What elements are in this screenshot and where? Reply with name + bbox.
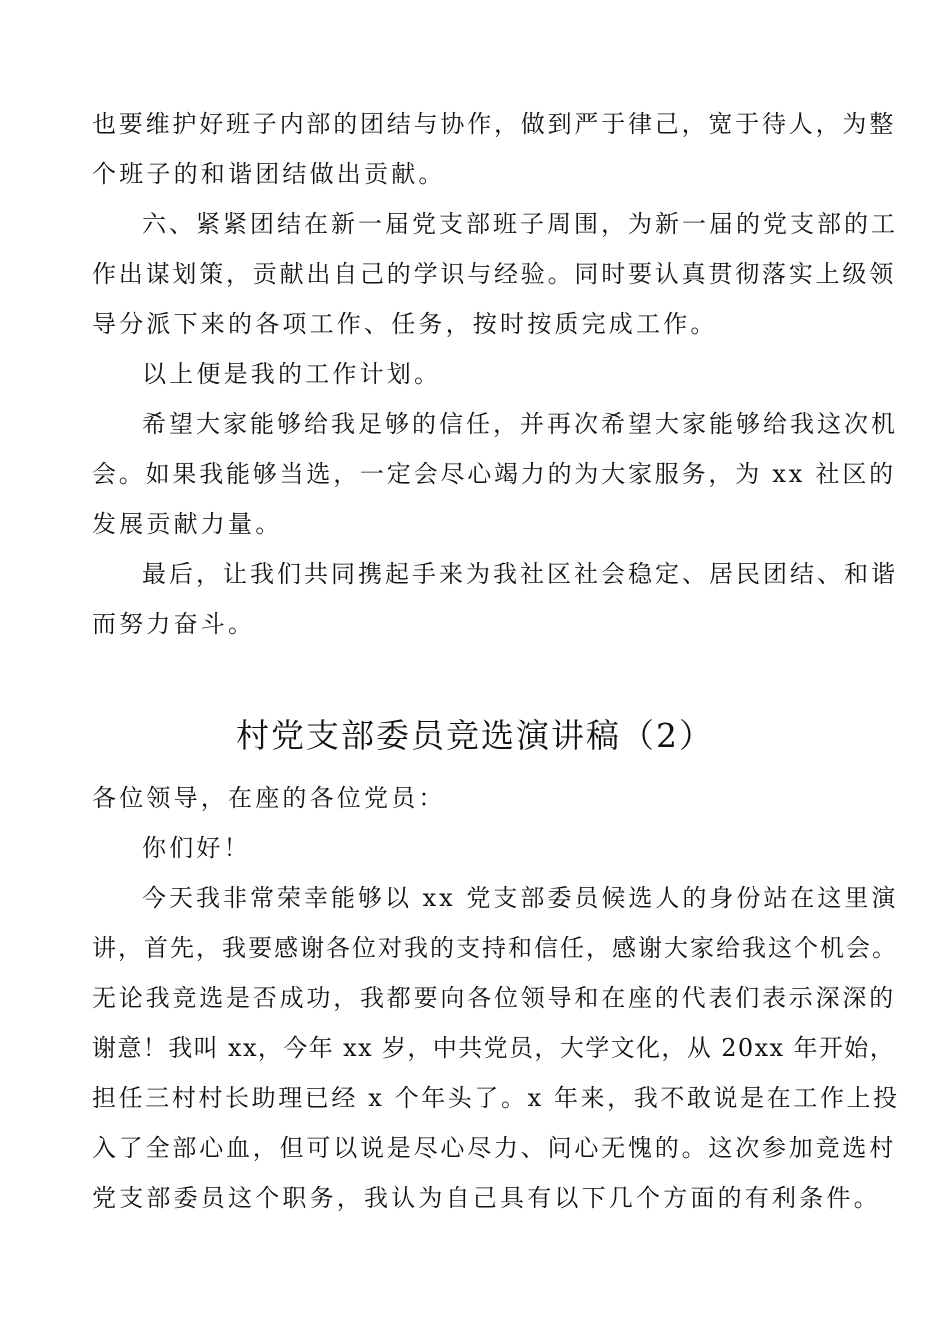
paragraph-line: 个班子的和谐团结做出贡献。 — [92, 160, 446, 188]
greeting-line: 你们好！ — [142, 834, 251, 862]
paragraph-line: 讲，首先，我要感谢各位对我的支持和信任，感谢大家给我这个机会。 — [92, 934, 898, 962]
paragraph-line: 担任三村村长助理已经 x 个年头了。x 年来，我不敢说是在工作上投 — [92, 1084, 900, 1112]
paragraph-line: 入了全部心血，但可以说是尽心尽力、问心无愧的。这次参加竞选村 — [92, 1134, 896, 1162]
paragraph-line: 而努力奋斗。 — [92, 610, 256, 638]
paragraph-line: 希望大家能够给我足够的信任，并再次希望大家能够给我这次机 — [142, 410, 898, 438]
section-title: 村党支部委员竞选演讲稿（2） — [236, 716, 714, 755]
paragraph-line: 以上便是我的工作计划。 — [142, 360, 442, 388]
paragraph-line: 谢意！我叫 xx，今年 xx 岁，中共党员，大学文化，从 20xx 年开始， — [92, 1034, 896, 1062]
paragraph-line: 党支部委员这个职务，我认为自己具有以下几个方面的有利条件。 — [92, 1184, 881, 1212]
paragraph-line: 发展贡献力量。 — [92, 510, 283, 538]
paragraph-line: 今天我非常荣幸能够以 xx 党支部委员候选人的身份站在这里演 — [142, 884, 899, 912]
paragraph-line: 作出谋划策，贡献出自己的学识与经验。同时要认真贯彻落实上级领 — [92, 260, 896, 288]
paragraph-line: 六、紧紧团结在新一届党支部班子周围，为新一届的党支部的工 — [142, 210, 898, 238]
paragraph-line: 导分派下来的各项工作、任务，按时按质完成工作。 — [92, 310, 718, 338]
salutation-line: 各位领导，在座的各位党员： — [92, 784, 446, 812]
paragraph-line: 最后，让我们共同携起手来为我社区社会稳定、居民团结、和谐 — [142, 560, 898, 588]
paragraph-line: 会。如果我能够当选，一定会尽心竭力的为大家服务，为 xx 社区的 — [92, 460, 896, 488]
paragraph-line: 无论我竞选是否成功，我都要向各位领导和在座的代表们表示深深的 — [92, 984, 896, 1012]
paragraph-line: 也要维护好班子内部的团结与协作，做到严于律己，宽于待人，为整 — [92, 110, 896, 138]
